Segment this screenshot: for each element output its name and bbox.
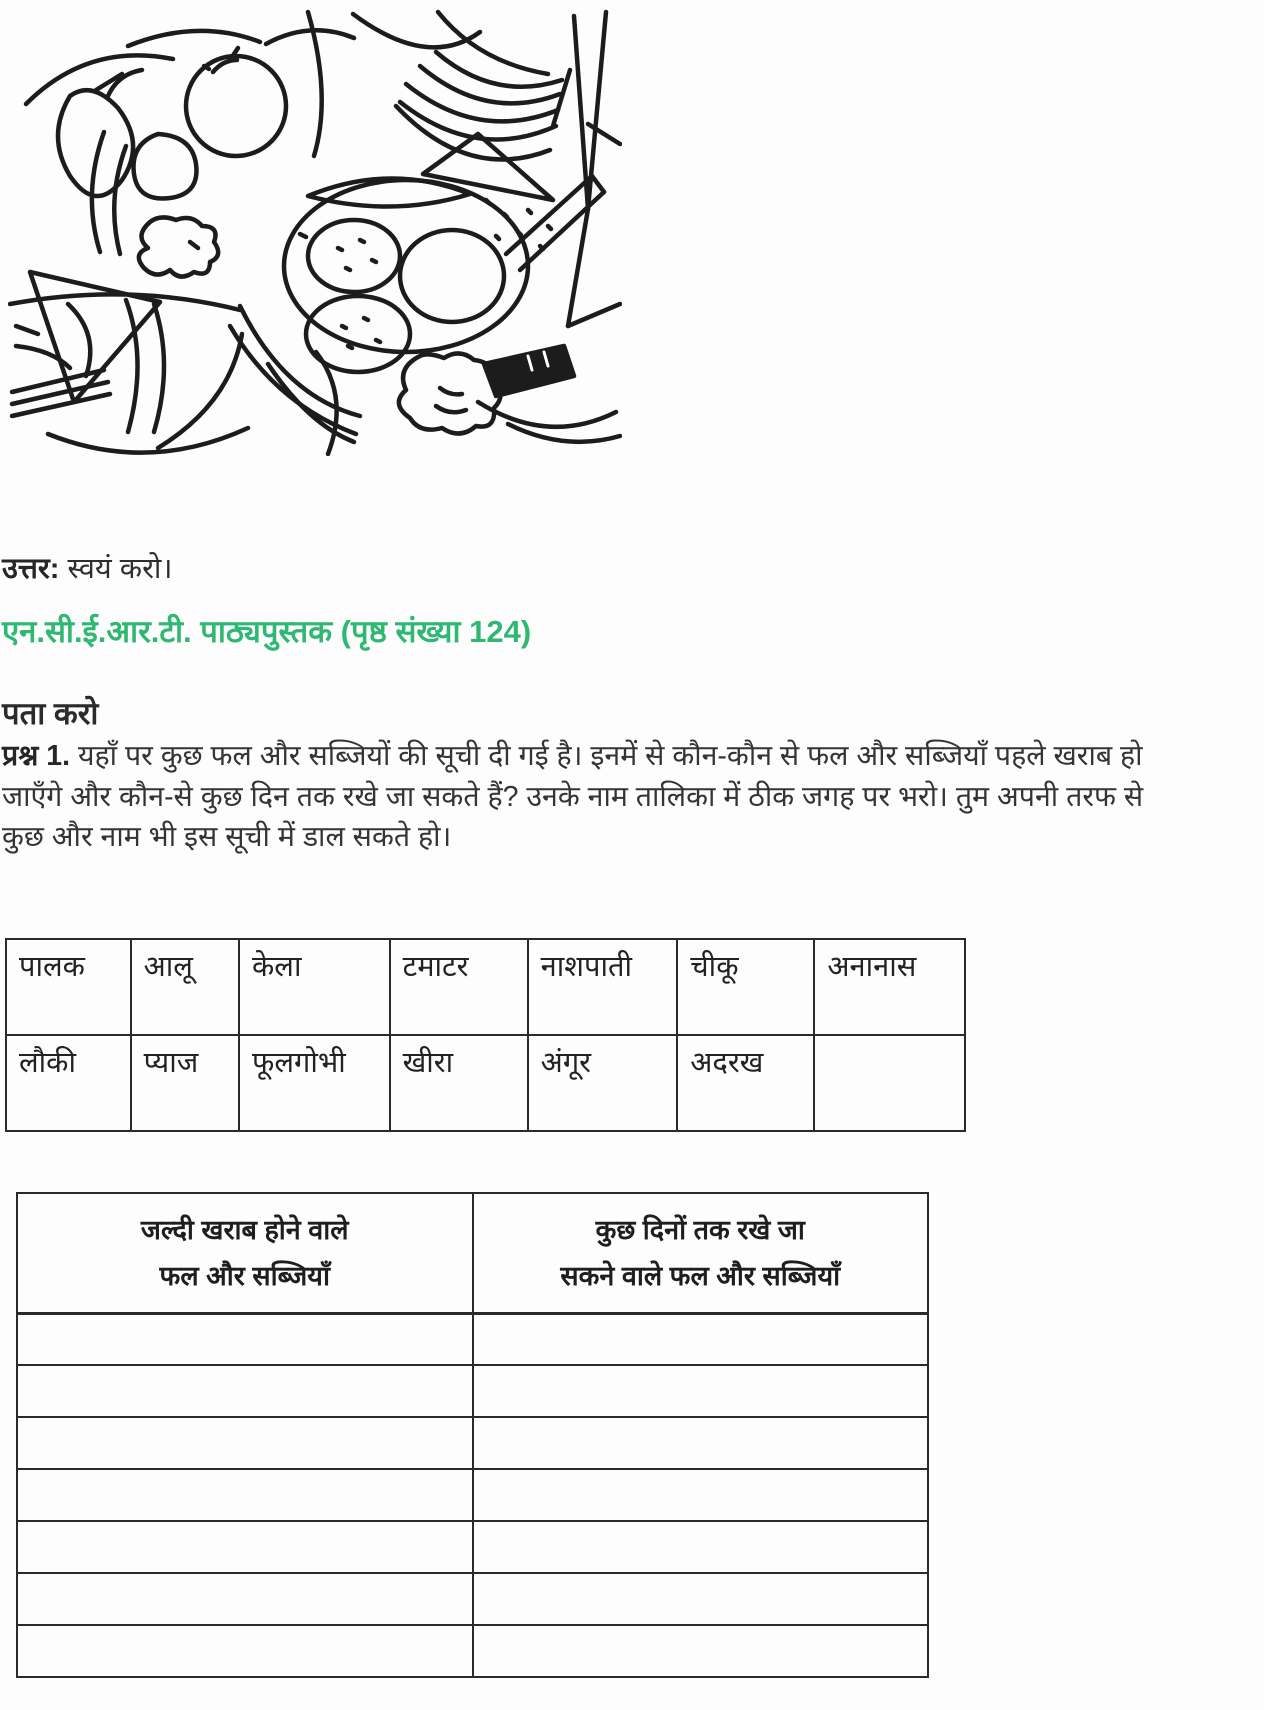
blank-cell [473,1313,929,1365]
blank-cell [17,1365,473,1417]
section-subheading: पता करो [2,696,99,731]
item-cell: पालक [6,939,131,1035]
sort-table-empty-row [17,1625,928,1677]
blank-cell [473,1469,929,1521]
header-left-line2: फल और सब्जियाँ [159,1260,330,1291]
header-right-line1: कुछ दिनों तक रखे जा [595,1214,805,1245]
item-cell: खीरा [390,1035,528,1131]
blank-cell [473,1573,929,1625]
sort-table-empty-row [17,1573,928,1625]
item-cell: टमाटर [390,939,528,1035]
sort-table-empty-row [17,1521,928,1573]
item-cell: फूलगोभी [239,1035,390,1131]
question-number: प्रश्न 1. [2,740,71,772]
item-cell: अनानास [814,939,965,1035]
blank-cell [17,1313,473,1365]
items-table [5,938,966,1132]
item-cell: केला [239,939,390,1035]
item-cell-empty [814,1035,965,1131]
blank-cell [17,1573,473,1625]
answer-line [2,549,172,589]
item-cell: नाशपाती [528,939,678,1035]
fruits-vegetables-sketch [8,4,622,456]
item-cell: चीकू [677,939,814,1035]
fruits-vegetables-sketch-svg [8,4,622,456]
question-text: यहाँ पर कुछ फल और सब्जियों की सूची दी गई है। इनमें से कौन-कौन से फल और सब्जियाँ पहले खराब हो जाएँगे और कौन-से कुछ दिन तक रखे जा सकते हैं? उनके नाम तालिका में ठीक जगह पर भरो। तुम अपनी तरफ से कुछ और नाम भी इस सूची में डाल सकते हो। [2,740,1144,853]
sort-table-empty-row [17,1365,928,1417]
answer-label: उत्तर: [2,553,60,585]
blank-cell [473,1625,929,1677]
item-cell: प्याज [131,1035,239,1131]
item-cell: लौकी [6,1035,131,1131]
sort-table-empty-row [17,1417,928,1469]
section-heading: एन.सी.ई.आर.टी. पाठ्यपुस्तक (पृष्ठ संख्या 124) [2,614,532,649]
item-cell: अंगूर [528,1035,678,1131]
item-cell: आलू [131,939,239,1035]
blank-cell [473,1521,929,1573]
sort-table-empty-row [17,1469,928,1521]
blank-cell [17,1521,473,1573]
blank-cell [473,1365,929,1417]
sort-table [16,1192,929,1678]
blank-cell [473,1417,929,1469]
sort-table-header-left [17,1193,473,1313]
sort-table-empty-row [17,1313,928,1365]
question-paragraph [2,736,1164,858]
sort-table-header-right [473,1193,929,1313]
item-cell: अदरख [677,1035,814,1131]
blank-cell [17,1469,473,1521]
header-right-line2: सकने वाले फल और सब्जियाँ [560,1260,841,1291]
sort-table-header-row [17,1193,928,1313]
answer-text: स्वयं करो। [67,553,173,585]
items-table-row [6,1035,965,1131]
blank-cell [17,1417,473,1469]
items-table-row [6,939,965,1035]
header-left-line1: जल्दी खराब होने वाले [140,1214,349,1245]
blank-cell [17,1625,473,1677]
